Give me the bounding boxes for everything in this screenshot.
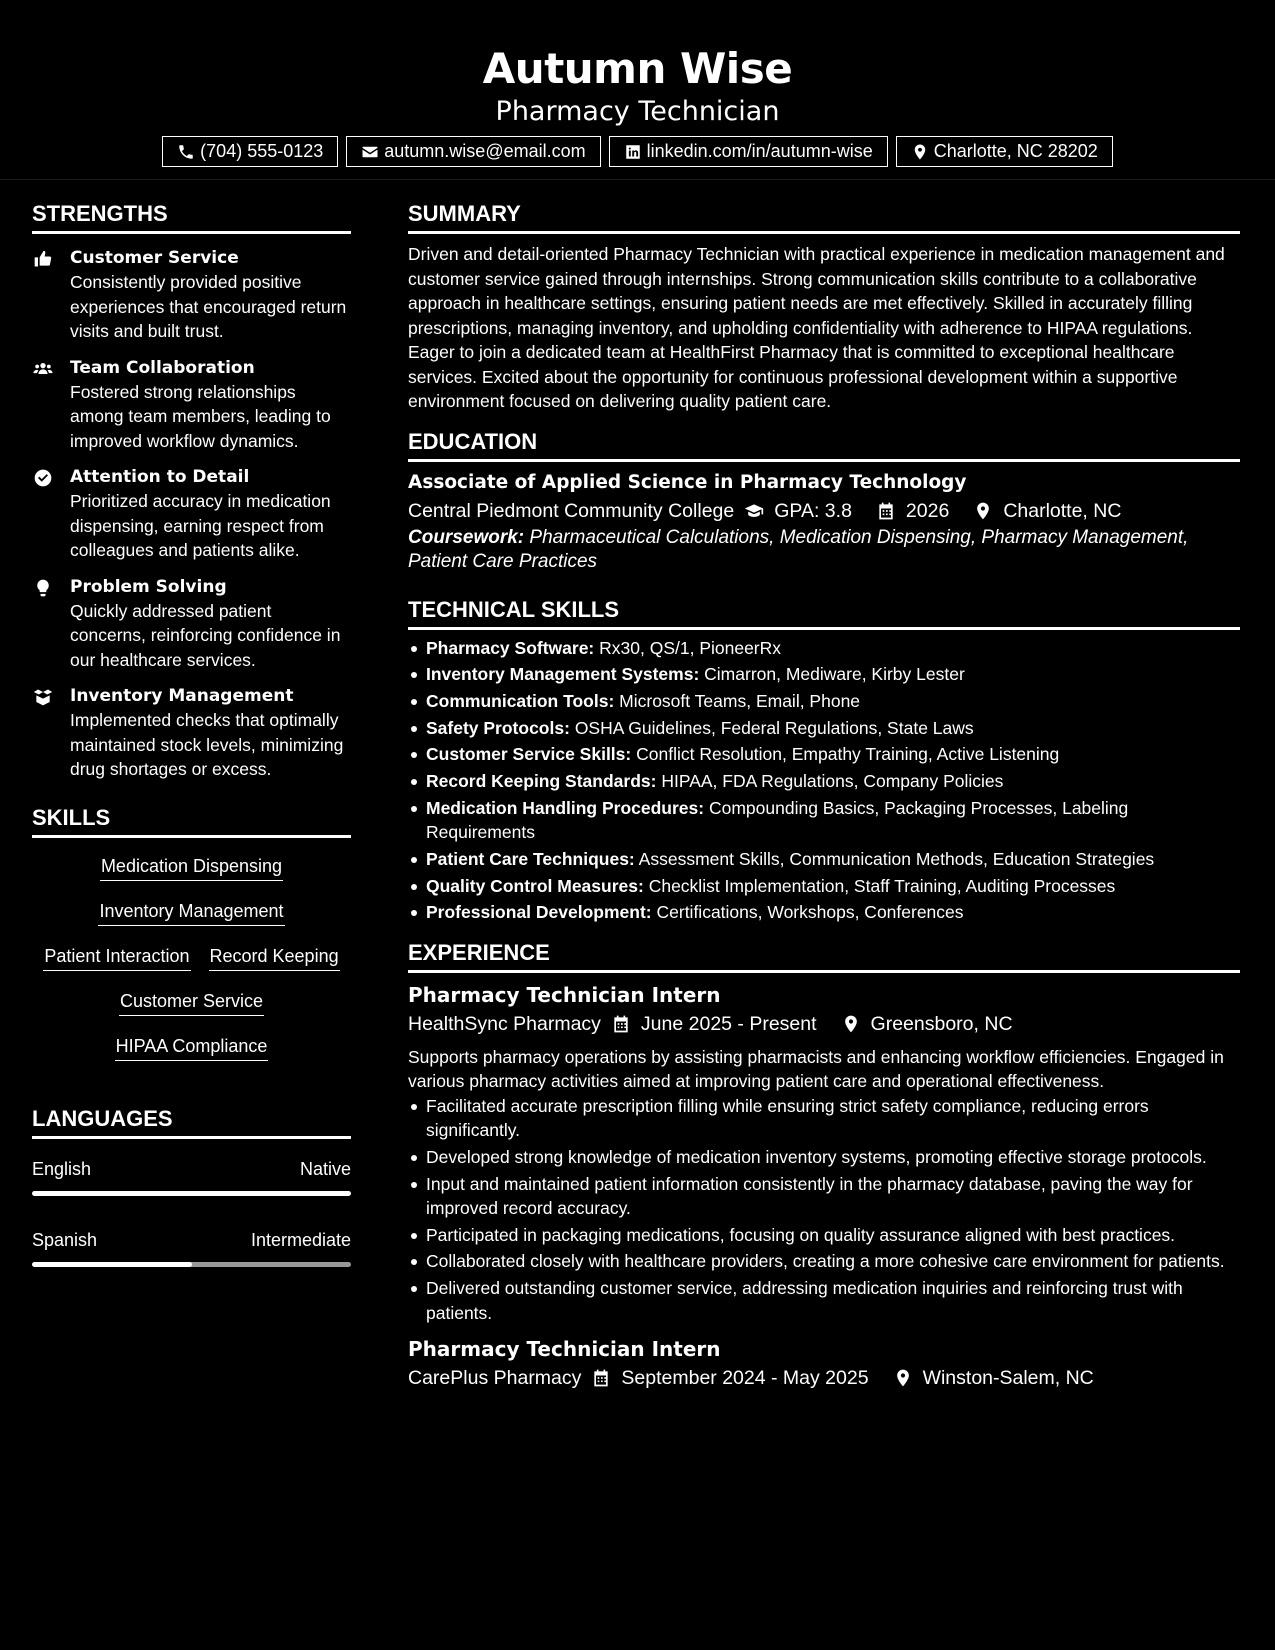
language-name: English xyxy=(32,1158,92,1179)
tech-skill-label: Inventory Management Systems: xyxy=(426,664,700,685)
strengths-list xyxy=(32,246,351,782)
skills-tags xyxy=(32,850,351,1075)
envelope-icon xyxy=(361,143,379,161)
list-item xyxy=(408,742,1240,767)
company-name: CarePlus Pharmacy xyxy=(408,1367,582,1390)
job-meta xyxy=(408,1363,1240,1393)
job-location: Greensboro, NC xyxy=(870,1012,1013,1035)
graduation-cap-icon xyxy=(744,501,764,521)
education-heading: EDUCATION xyxy=(408,428,1240,462)
tech-skill-value: Conflict Resolution, Empathy Training, Active Listening xyxy=(636,744,1060,765)
calendar-icon xyxy=(611,1014,631,1034)
list-item xyxy=(408,689,1240,714)
strength-item xyxy=(32,356,351,454)
job-dates: September 2024 - May 2025 xyxy=(621,1367,869,1390)
contact-linkedin[interactable] xyxy=(609,136,888,167)
strength-desc: Implemented checks that optimally maintained stock levels, minimizing drug shortages or excess. xyxy=(70,710,344,779)
school-name: Central Piedmont Community College xyxy=(408,499,735,522)
tech-skill-value: Cimarron, Mediware, Kirby Lester xyxy=(704,664,965,685)
right-column xyxy=(408,200,1240,1393)
company-name: HealthSync Pharmacy xyxy=(408,1012,601,1035)
proficiency-fill xyxy=(32,1191,351,1196)
strength-item xyxy=(32,246,351,344)
users-icon xyxy=(32,359,54,379)
map-pin-icon xyxy=(911,143,929,161)
summary-text: Driven and detail-oriented Pharmacy Technician with practical experience in medication management and customer service gained through internships. Strong communication skills contribute to a collaborative approach in healthcare settings, ensuring patient needs are met effectively. Skilled in accurately filling prescriptions, managing inventory, and upholding confidentiality with adherence to HIPAA regulations. Eager to join a dedicated team at HealthFirst Pharmacy that is committed to exceptional healthcare services. Excited about the opportunity for continuous professional development within a supportive environment focused on delivering quality patient care. xyxy=(408,244,1225,411)
list-item: Facilitated accurate prescription filling while ensuring strict safety compliance, reducing errors significantly. xyxy=(408,1094,1240,1143)
candidate-title: Pharmacy Technician xyxy=(495,96,780,127)
strength-desc: Fostered strong relationships among team members, leading to improved workflow dynamics. xyxy=(70,381,331,451)
tech-skill-label: Medication Handling Procedures: xyxy=(426,797,705,818)
tech-skill-label: Pharmacy Software: xyxy=(426,637,595,658)
contact-bar xyxy=(0,136,1275,167)
candidate-name: Autumn Wise xyxy=(482,44,793,93)
list-item xyxy=(408,796,1240,845)
proficiency-fill xyxy=(32,1262,192,1267)
language-level: Native xyxy=(299,1158,351,1179)
education-location: Charlotte, NC xyxy=(1003,499,1122,522)
tech-skill-label: Patient Care Techniques: xyxy=(426,848,635,869)
strength-name: Inventory Management xyxy=(70,686,294,706)
strength-item xyxy=(32,575,351,673)
resume-header xyxy=(0,0,1275,180)
languages-heading: LANGUAGES xyxy=(32,1105,351,1139)
calendar-icon xyxy=(591,1368,611,1388)
linkedin-icon xyxy=(624,143,642,161)
language-name: Spanish xyxy=(32,1229,98,1250)
strengths-heading: STRENGTHS xyxy=(32,200,351,234)
contact-email-text: autumn.wise@email.com xyxy=(384,141,586,161)
list-item: Delivered outstanding customer service, addressing medication inquiries and reinforcing trust with patients. xyxy=(408,1276,1240,1325)
skill-tag: Medication Dispensing xyxy=(100,854,283,881)
strength-desc: Prioritized accuracy in medication dispensing, earning respect from colleagues and patients alike. xyxy=(70,491,331,560)
contact-phone-text: (704) 555-0123 xyxy=(200,141,324,161)
list-item: Collaborated closely with healthcare providers, creating a more cohesive care environment for patients. xyxy=(408,1249,1240,1274)
strength-item xyxy=(32,465,351,563)
tech-skill-value: Rx30, QS/1, PioneerRx xyxy=(599,637,782,658)
job-title: Pharmacy Technician Intern xyxy=(408,982,721,1007)
tech-skill-label: Professional Development: xyxy=(426,902,652,923)
tech-skill-value: Compounding Basics, Packaging Processes, Labeling Requirements xyxy=(426,797,1129,843)
tech-skill-label: Safety Protocols: xyxy=(426,717,570,738)
strength-name: Team Collaboration xyxy=(70,357,255,378)
list-item xyxy=(408,636,1240,661)
calendar-icon xyxy=(876,501,896,521)
list-item: Input and maintained patient information consistently in the pharmacy database, paving the way for improved record accuracy. xyxy=(408,1172,1240,1221)
contact-linkedin-text: linkedin.com/in/autumn-wise xyxy=(646,141,873,161)
coursework-list: Pharmaceutical Calculations, Medication Dispensing, Pharmacy Management, Patient Care Practices xyxy=(408,526,1189,572)
language-proficiency-bar xyxy=(32,1262,351,1267)
map-pin-icon xyxy=(841,1014,861,1034)
contact-email[interactable] xyxy=(346,136,600,167)
strength-desc: Quickly addressed patient concerns, reinforcing confidence in our healthcare services. xyxy=(70,600,341,670)
job-description: Supports pharmacy operations by assisting pharmacists and enhancing workflow efficiencies. Engaged in various pharmacy activities aimed at improving patient care and operational effectiveness. xyxy=(408,1046,1224,1092)
language-level: Intermediate xyxy=(250,1229,351,1250)
left-column xyxy=(32,200,351,1267)
graduation-year: 2026 xyxy=(905,499,950,522)
skill-tag: Customer Service xyxy=(119,989,264,1016)
phone-icon xyxy=(177,143,195,161)
skill-tag: Patient Interaction xyxy=(43,944,190,971)
tech-skill-value: Microsoft Teams, Email, Phone xyxy=(619,690,861,711)
skill-tag: Inventory Management xyxy=(98,899,284,926)
list-item xyxy=(408,769,1240,794)
skills-heading: SKILLS xyxy=(32,804,351,838)
language-item xyxy=(32,1157,351,1196)
degree-title: Associate of Applied Science in Pharmacy Technology xyxy=(408,471,967,493)
box-open-icon xyxy=(32,687,54,707)
experience-heading: EXPERIENCE xyxy=(408,939,1240,973)
contact-location-text: Charlotte, NC 28202 xyxy=(933,141,1098,161)
list-item xyxy=(408,662,1240,687)
tech-skill-value: Certifications, Workshops, Conferences xyxy=(656,902,964,923)
check-circle-icon xyxy=(32,468,54,488)
map-pin-icon xyxy=(973,501,993,521)
strength-item xyxy=(32,684,351,782)
tech-skill-label: Record Keeping Standards: xyxy=(426,770,657,791)
tech-skill-label: Communication Tools: xyxy=(426,690,615,711)
contact-phone[interactable] xyxy=(162,136,338,167)
strength-name: Attention to Detail xyxy=(70,467,250,487)
job-location: Winston-Salem, NC xyxy=(922,1367,1094,1390)
list-item xyxy=(408,716,1240,741)
summary-heading: SUMMARY xyxy=(408,200,1240,234)
tech-skill-value: HIPAA, FDA Regulations, Company Policies xyxy=(661,770,1004,791)
strength-name: Customer Service xyxy=(70,248,239,268)
list-item xyxy=(408,847,1240,872)
list-item xyxy=(408,900,1240,925)
technical-skills-heading: TECHNICAL SKILLS xyxy=(408,596,1240,630)
gpa: GPA: 3.8 xyxy=(774,499,852,522)
job-title: Pharmacy Technician Intern xyxy=(408,1337,721,1362)
language-proficiency-bar xyxy=(32,1191,351,1196)
tech-skill-value: Checklist Implementation, Staff Training, Auditing Processes xyxy=(648,875,1116,896)
thumbs-up-icon xyxy=(32,249,54,269)
technical-skills-list xyxy=(408,636,1240,925)
contact-location[interactable] xyxy=(896,136,1113,167)
map-pin-icon xyxy=(893,1368,913,1388)
skill-tag: Record Keeping xyxy=(209,944,340,971)
coursework-label: Coursework: xyxy=(408,526,525,548)
skill-tag: HIPAA Compliance xyxy=(115,1034,269,1061)
tech-skill-label: Quality Control Measures: xyxy=(426,875,644,896)
tech-skill-label: Customer Service Skills: xyxy=(426,744,632,765)
job-bullets xyxy=(408,1094,1240,1325)
education-meta xyxy=(408,496,1240,526)
job-meta xyxy=(408,1009,1240,1039)
tech-skill-value: Assessment Skills, Communication Methods, Education Strategies xyxy=(638,848,1155,869)
list-item: Participated in packaging medications, focusing on quality assurance aligned with best practices. xyxy=(408,1223,1240,1248)
list-item xyxy=(408,874,1240,899)
job-dates: June 2025 - Present xyxy=(640,1012,817,1035)
strength-name: Problem Solving xyxy=(70,576,227,597)
strength-desc: Consistently provided positive experiences that encouraged return visits and built trust. xyxy=(70,272,347,341)
language-item xyxy=(32,1228,351,1267)
coursework xyxy=(408,526,1240,574)
tech-skill-value: OSHA Guidelines, Federal Regulations, State Laws xyxy=(574,717,974,738)
list-item: Developed strong knowledge of medication inventory systems, promoting effective storage protocols. xyxy=(408,1145,1240,1170)
lightbulb-icon xyxy=(32,578,54,598)
